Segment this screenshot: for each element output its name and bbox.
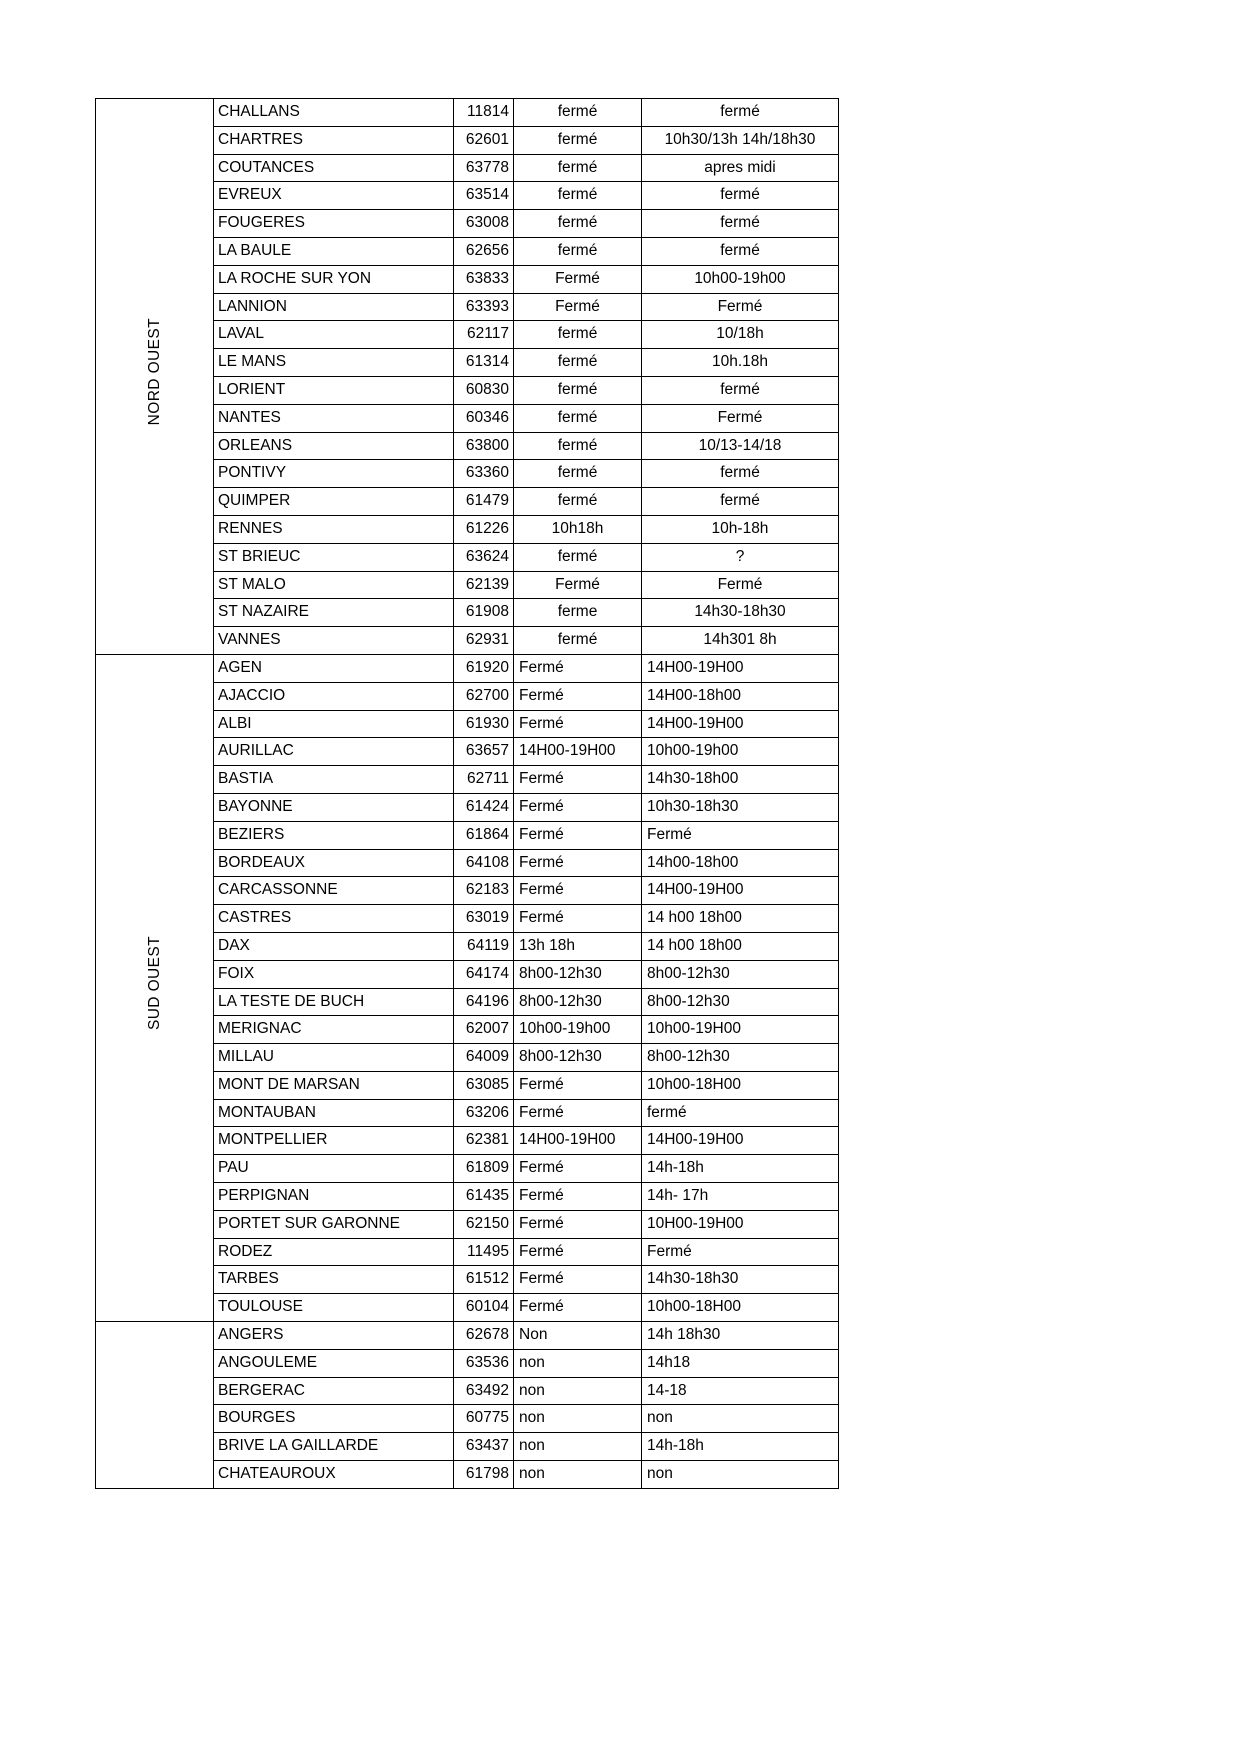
- code-cell: 63514: [454, 182, 514, 210]
- afternoon-cell: 8h00-12h30: [642, 960, 839, 988]
- city-cell: ST MALO: [214, 571, 454, 599]
- code-cell: 62678: [454, 1322, 514, 1350]
- city-cell: LA ROCHE SUR YON: [214, 265, 454, 293]
- morning-cell: 10h18h: [514, 515, 642, 543]
- afternoon-cell: 14h18: [642, 1349, 839, 1377]
- city-cell: LANNION: [214, 293, 454, 321]
- morning-cell: Fermé: [514, 1210, 642, 1238]
- city-cell: CARCASSONNE: [214, 877, 454, 905]
- table-row: [96, 99, 839, 127]
- city-cell: LA TESTE DE BUCH: [214, 988, 454, 1016]
- afternoon-cell: 14h-18h: [642, 1155, 839, 1183]
- code-cell: 63393: [454, 293, 514, 321]
- afternoon-cell: 14 h00 18h00: [642, 905, 839, 933]
- code-cell: 63778: [454, 154, 514, 182]
- morning-cell: fermé: [514, 321, 642, 349]
- city-cell: ANGERS: [214, 1322, 454, 1350]
- city-cell: QUIMPER: [214, 488, 454, 516]
- morning-cell: non: [514, 1405, 642, 1433]
- city-cell: MILLAU: [214, 1044, 454, 1072]
- morning-cell: 14H00-19H00: [514, 738, 642, 766]
- city-cell: RENNES: [214, 515, 454, 543]
- schedule-table-body: [96, 99, 839, 1489]
- morning-cell: Fermé: [514, 1238, 642, 1266]
- city-cell: DAX: [214, 932, 454, 960]
- city-cell: EVREUX: [214, 182, 454, 210]
- morning-cell: non: [514, 1377, 642, 1405]
- morning-cell: ferme: [514, 599, 642, 627]
- morning-cell: fermé: [514, 627, 642, 655]
- afternoon-cell: 14h- 17h: [642, 1183, 839, 1211]
- afternoon-cell: Fermé: [642, 571, 839, 599]
- code-cell: 63019: [454, 905, 514, 933]
- code-cell: 62700: [454, 682, 514, 710]
- morning-cell: fermé: [514, 543, 642, 571]
- code-cell: 64108: [454, 849, 514, 877]
- afternoon-cell: 14-18: [642, 1377, 839, 1405]
- morning-cell: 14H00-19H00: [514, 1127, 642, 1155]
- region-label-cell-sud: [96, 654, 214, 1321]
- code-cell: 63833: [454, 265, 514, 293]
- code-cell: 63085: [454, 1071, 514, 1099]
- afternoon-cell: Fermé: [642, 821, 839, 849]
- afternoon-cell: fermé: [642, 99, 839, 127]
- region-label-cell-nord: [96, 99, 214, 655]
- morning-cell: Fermé: [514, 265, 642, 293]
- code-cell: 61864: [454, 821, 514, 849]
- afternoon-cell: 14H00-18h00: [642, 682, 839, 710]
- code-cell: 63206: [454, 1099, 514, 1127]
- morning-cell: non: [514, 1433, 642, 1461]
- morning-cell: fermé: [514, 237, 642, 265]
- afternoon-cell: fermé: [642, 460, 839, 488]
- afternoon-cell: fermé: [642, 1099, 839, 1127]
- code-cell: 61908: [454, 599, 514, 627]
- afternoon-cell: 10h30-18h30: [642, 793, 839, 821]
- afternoon-cell: Fermé: [642, 1238, 839, 1266]
- city-cell: FOUGERES: [214, 210, 454, 238]
- city-cell: COUTANCES: [214, 154, 454, 182]
- afternoon-cell: 10h00-19h00: [642, 738, 839, 766]
- city-cell: BOURGES: [214, 1405, 454, 1433]
- afternoon-cell: fermé: [642, 182, 839, 210]
- code-cell: 62139: [454, 571, 514, 599]
- morning-cell: Fermé: [514, 710, 642, 738]
- afternoon-cell: 14h301 8h: [642, 627, 839, 655]
- morning-cell: fermé: [514, 99, 642, 127]
- region-label-text: SUD OUEST: [145, 936, 163, 1031]
- afternoon-cell: 10h00-19H00: [642, 1016, 839, 1044]
- morning-cell: fermé: [514, 210, 642, 238]
- city-cell: CHALLANS: [214, 99, 454, 127]
- city-cell: PAU: [214, 1155, 454, 1183]
- city-cell: BAYONNE: [214, 793, 454, 821]
- city-cell: MONT DE MARSAN: [214, 1071, 454, 1099]
- morning-cell: 8h00-12h30: [514, 960, 642, 988]
- afternoon-cell: Fermé: [642, 293, 839, 321]
- afternoon-cell: 14h 18h30: [642, 1322, 839, 1350]
- morning-cell: Fermé: [514, 1183, 642, 1211]
- code-cell: 62656: [454, 237, 514, 265]
- code-cell: 62931: [454, 627, 514, 655]
- afternoon-cell: 10h30/13h 14h/18h30: [642, 126, 839, 154]
- morning-cell: fermé: [514, 460, 642, 488]
- code-cell: 62183: [454, 877, 514, 905]
- city-cell: FOIX: [214, 960, 454, 988]
- afternoon-cell: fermé: [642, 237, 839, 265]
- morning-cell: Fermé: [514, 849, 642, 877]
- code-cell: 61930: [454, 710, 514, 738]
- store-schedule-table: [95, 98, 839, 1489]
- morning-cell: Fermé: [514, 905, 642, 933]
- code-cell: 61798: [454, 1461, 514, 1489]
- city-cell: LORIENT: [214, 376, 454, 404]
- table-row: [96, 1322, 839, 1350]
- morning-cell: fermé: [514, 488, 642, 516]
- region-label-wrap: [100, 936, 209, 1040]
- morning-cell: 10h00-19h00: [514, 1016, 642, 1044]
- afternoon-cell: 10h-18h: [642, 515, 839, 543]
- morning-cell: Fermé: [514, 293, 642, 321]
- city-cell: TOULOUSE: [214, 1294, 454, 1322]
- code-cell: 62150: [454, 1210, 514, 1238]
- afternoon-cell: 10/13-14/18: [642, 432, 839, 460]
- morning-cell: Fermé: [514, 1294, 642, 1322]
- morning-cell: fermé: [514, 154, 642, 182]
- city-cell: MONTAUBAN: [214, 1099, 454, 1127]
- city-cell: LE MANS: [214, 349, 454, 377]
- afternoon-cell: 10H00-19H00: [642, 1210, 839, 1238]
- morning-cell: non: [514, 1461, 642, 1489]
- code-cell: 62711: [454, 766, 514, 794]
- afternoon-cell: fermé: [642, 210, 839, 238]
- afternoon-cell: 14H00-19H00: [642, 877, 839, 905]
- code-cell: 64196: [454, 988, 514, 1016]
- afternoon-cell: 8h00-12h30: [642, 988, 839, 1016]
- afternoon-cell: 10h.18h: [642, 349, 839, 377]
- afternoon-cell: 8h00-12h30: [642, 1044, 839, 1072]
- code-cell: 62117: [454, 321, 514, 349]
- city-cell: AJACCIO: [214, 682, 454, 710]
- city-cell: ST NAZAIRE: [214, 599, 454, 627]
- code-cell: 60775: [454, 1405, 514, 1433]
- morning-cell: fermé: [514, 404, 642, 432]
- afternoon-cell: 14h30-18h30: [642, 1266, 839, 1294]
- afternoon-cell: non: [642, 1461, 839, 1489]
- city-cell: PONTIVY: [214, 460, 454, 488]
- city-cell: LA BAULE: [214, 237, 454, 265]
- code-cell: 61435: [454, 1183, 514, 1211]
- morning-cell: Fermé: [514, 654, 642, 682]
- morning-cell: fermé: [514, 376, 642, 404]
- city-cell: PORTET SUR GARONNE: [214, 1210, 454, 1238]
- city-cell: CHARTRES: [214, 126, 454, 154]
- city-cell: ST BRIEUC: [214, 543, 454, 571]
- city-cell: TARBES: [214, 1266, 454, 1294]
- code-cell: 63624: [454, 543, 514, 571]
- city-cell: BORDEAUX: [214, 849, 454, 877]
- code-cell: 62381: [454, 1127, 514, 1155]
- morning-cell: 13h 18h: [514, 932, 642, 960]
- afternoon-cell: 10/18h: [642, 321, 839, 349]
- code-cell: 61479: [454, 488, 514, 516]
- code-cell: 63536: [454, 1349, 514, 1377]
- city-cell: ORLEANS: [214, 432, 454, 460]
- morning-cell: 8h00-12h30: [514, 1044, 642, 1072]
- code-cell: 11495: [454, 1238, 514, 1266]
- afternoon-cell: 14H00-19H00: [642, 1127, 839, 1155]
- code-cell: 11814: [454, 99, 514, 127]
- city-cell: AGEN: [214, 654, 454, 682]
- city-cell: BASTIA: [214, 766, 454, 794]
- code-cell: 64009: [454, 1044, 514, 1072]
- code-cell: 60346: [454, 404, 514, 432]
- code-cell: 62007: [454, 1016, 514, 1044]
- city-cell: VANNES: [214, 627, 454, 655]
- morning-cell: non: [514, 1349, 642, 1377]
- morning-cell: Fermé: [514, 1155, 642, 1183]
- city-cell: BRIVE LA GAILLARDE: [214, 1433, 454, 1461]
- code-cell: 61920: [454, 654, 514, 682]
- afternoon-cell: fermé: [642, 488, 839, 516]
- code-cell: 64174: [454, 960, 514, 988]
- region-label-text: NORD OUEST: [145, 317, 163, 426]
- afternoon-cell: Fermé: [642, 404, 839, 432]
- afternoon-cell: 14h30-18h30: [642, 599, 839, 627]
- morning-cell: fermé: [514, 182, 642, 210]
- afternoon-cell: 14 h00 18h00: [642, 932, 839, 960]
- city-cell: LAVAL: [214, 321, 454, 349]
- code-cell: 61226: [454, 515, 514, 543]
- morning-cell: Fermé: [514, 1266, 642, 1294]
- morning-cell: Fermé: [514, 1071, 642, 1099]
- city-cell: CHATEAUROUX: [214, 1461, 454, 1489]
- region-label-wrap: [100, 318, 209, 435]
- code-cell: 60104: [454, 1294, 514, 1322]
- morning-cell: Fermé: [514, 571, 642, 599]
- afternoon-cell: 10h00-18H00: [642, 1071, 839, 1099]
- code-cell: 61424: [454, 793, 514, 821]
- city-cell: CASTRES: [214, 905, 454, 933]
- code-cell: 61809: [454, 1155, 514, 1183]
- code-cell: 61512: [454, 1266, 514, 1294]
- city-cell: AURILLAC: [214, 738, 454, 766]
- city-cell: ANGOULEME: [214, 1349, 454, 1377]
- code-cell: 63437: [454, 1433, 514, 1461]
- morning-cell: fermé: [514, 349, 642, 377]
- code-cell: 64119: [454, 932, 514, 960]
- city-cell: RODEZ: [214, 1238, 454, 1266]
- city-cell: BERGERAC: [214, 1377, 454, 1405]
- schedule-sheet: [95, 98, 838, 1489]
- morning-cell: Fermé: [514, 1099, 642, 1127]
- region-label-cell-other: [96, 1322, 214, 1489]
- afternoon-cell: 14H00-19H00: [642, 654, 839, 682]
- afternoon-cell: 14h30-18h00: [642, 766, 839, 794]
- code-cell: 63360: [454, 460, 514, 488]
- afternoon-cell: ?: [642, 543, 839, 571]
- morning-cell: Fermé: [514, 766, 642, 794]
- morning-cell: Non: [514, 1322, 642, 1350]
- morning-cell: 8h00-12h30: [514, 988, 642, 1016]
- city-cell: PERPIGNAN: [214, 1183, 454, 1211]
- morning-cell: Fermé: [514, 821, 642, 849]
- code-cell: 60830: [454, 376, 514, 404]
- city-cell: NANTES: [214, 404, 454, 432]
- code-cell: 63657: [454, 738, 514, 766]
- morning-cell: fermé: [514, 126, 642, 154]
- afternoon-cell: 10h00-19h00: [642, 265, 839, 293]
- morning-cell: fermé: [514, 432, 642, 460]
- city-cell: MONTPELLIER: [214, 1127, 454, 1155]
- morning-cell: Fermé: [514, 682, 642, 710]
- code-cell: 63008: [454, 210, 514, 238]
- morning-cell: Fermé: [514, 877, 642, 905]
- table-row: [96, 654, 839, 682]
- city-cell: MERIGNAC: [214, 1016, 454, 1044]
- code-cell: 62601: [454, 126, 514, 154]
- afternoon-cell: 10h00-18H00: [642, 1294, 839, 1322]
- afternoon-cell: fermé: [642, 376, 839, 404]
- code-cell: 63800: [454, 432, 514, 460]
- region-label-wrap: [100, 1392, 209, 1419]
- city-cell: ALBI: [214, 710, 454, 738]
- afternoon-cell: apres midi: [642, 154, 839, 182]
- city-cell: BEZIERS: [214, 821, 454, 849]
- afternoon-cell: 14H00-19H00: [642, 710, 839, 738]
- afternoon-cell: 14h-18h: [642, 1433, 839, 1461]
- code-cell: 61314: [454, 349, 514, 377]
- afternoon-cell: 14h00-18h00: [642, 849, 839, 877]
- afternoon-cell: non: [642, 1405, 839, 1433]
- morning-cell: Fermé: [514, 793, 642, 821]
- code-cell: 63492: [454, 1377, 514, 1405]
